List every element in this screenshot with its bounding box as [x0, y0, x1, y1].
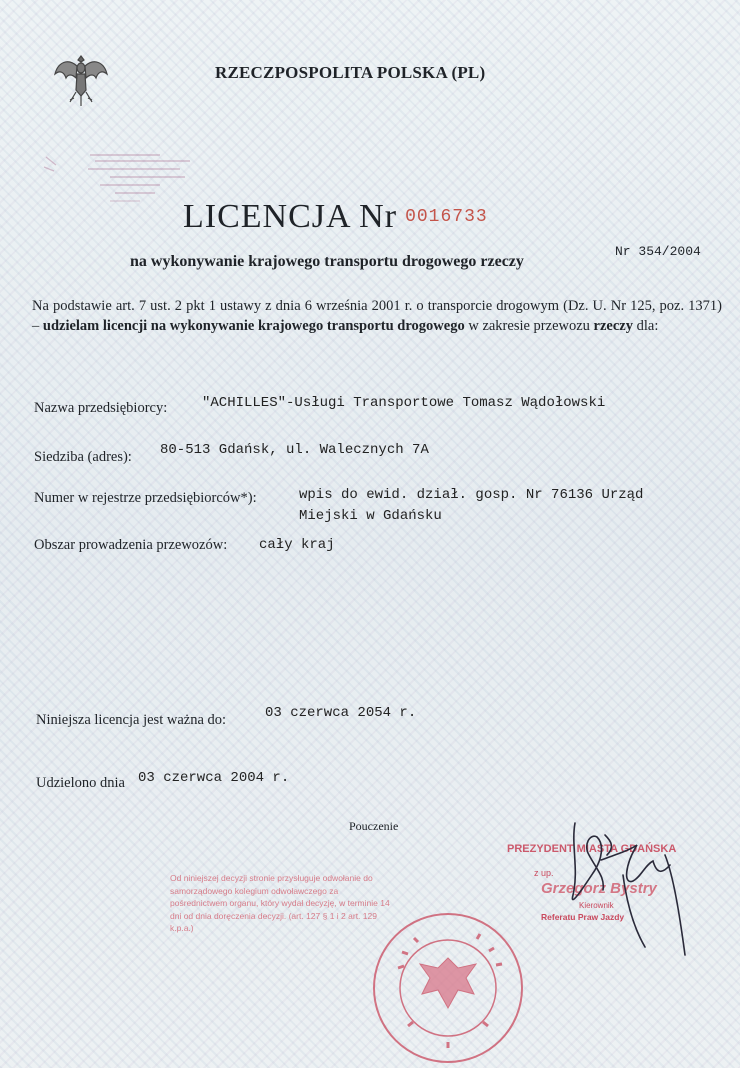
handwritten-signature-icon — [545, 815, 705, 965]
polish-eagle-emblem-icon — [50, 48, 112, 110]
address-value: 80-513 Gdańsk, ul. Walecznych 7A — [160, 442, 429, 458]
license-subtitle: na wykonywanie krajowego transportu drogowego rzeczy — [130, 253, 524, 270]
company-label: Nazwa przedsiębiorcy: — [34, 400, 168, 416]
company-value: "ACHILLES"-Usługi Transportowe Tomasz Wądołowski — [202, 395, 606, 411]
official-round-seal-icon — [368, 908, 528, 1068]
area-label: Obszar prowadzenia przewozów: — [34, 537, 228, 553]
country-header: RZECZPOSPOLITA POLSKA (PL) — [215, 63, 486, 82]
address-label: Siedziba (adres): — [34, 449, 132, 465]
signatory-department: Referatu Praw Jazdy — [541, 912, 625, 922]
intro-part3: dla: — [636, 318, 659, 334]
license-title — [183, 198, 488, 236]
valid-until-value: 03 czerwca 2054 r. — [265, 705, 417, 721]
license-number: 0016733 — [405, 207, 488, 227]
issued-date-value: 03 czerwca 2004 r. — [138, 770, 290, 786]
appeal-instruction-stamp: Od niniejszej decyzji stronie przysługuje odwołanie do samorządowego kolegium odwoławczego za pośrednictwem organu, który wydał decyzję, w terminie 14 dni od dnia doręczenia decyzji. (art. 127 § 1 i 2 art. 129 k.p.a.) — [170, 873, 390, 933]
intro-paragraph — [32, 296, 722, 336]
signatory-name: Grzegorz Bystry — [541, 880, 657, 897]
license-title-text: LICENCJA Nr — [183, 198, 398, 235]
register-value: wpis do ewid. dział. gosp. Nr 76136 Urząd Miejski w Gdańsku — [299, 487, 644, 524]
valid-until-label: Niniejsza licencja jest ważna do: — [36, 712, 227, 728]
on-behalf-text: z up. — [534, 868, 554, 878]
intro-part1: Na podstawie art. 7 ust. 2 pkt 1 ustawy z dnia 6 września 2001 r. o transporcie drogowym (Dz. U. Nr 125, poz. 1371) – — [32, 298, 722, 334]
intro-bold1: udzielam licencji na wykonywanie krajowego transportu drogowego — [42, 318, 465, 334]
register-label: Numer w rejestrze przedsiębiorców*): — [34, 490, 257, 506]
register-number: Nr 354/2004 — [615, 244, 701, 259]
president-stamp-title: PREZYDENT MIASTA GDAŃSKA — [507, 843, 677, 855]
issued-date-label: Udzielono dnia — [36, 775, 125, 791]
intro-bold2: rzeczy — [593, 318, 633, 334]
area-value: cały kraj — [259, 537, 335, 553]
signatory-role: Kierownik — [579, 901, 614, 910]
intro-part2: w zakresie przewozu — [468, 318, 590, 334]
pouczenie-heading: Pouczenie — [349, 819, 399, 833]
